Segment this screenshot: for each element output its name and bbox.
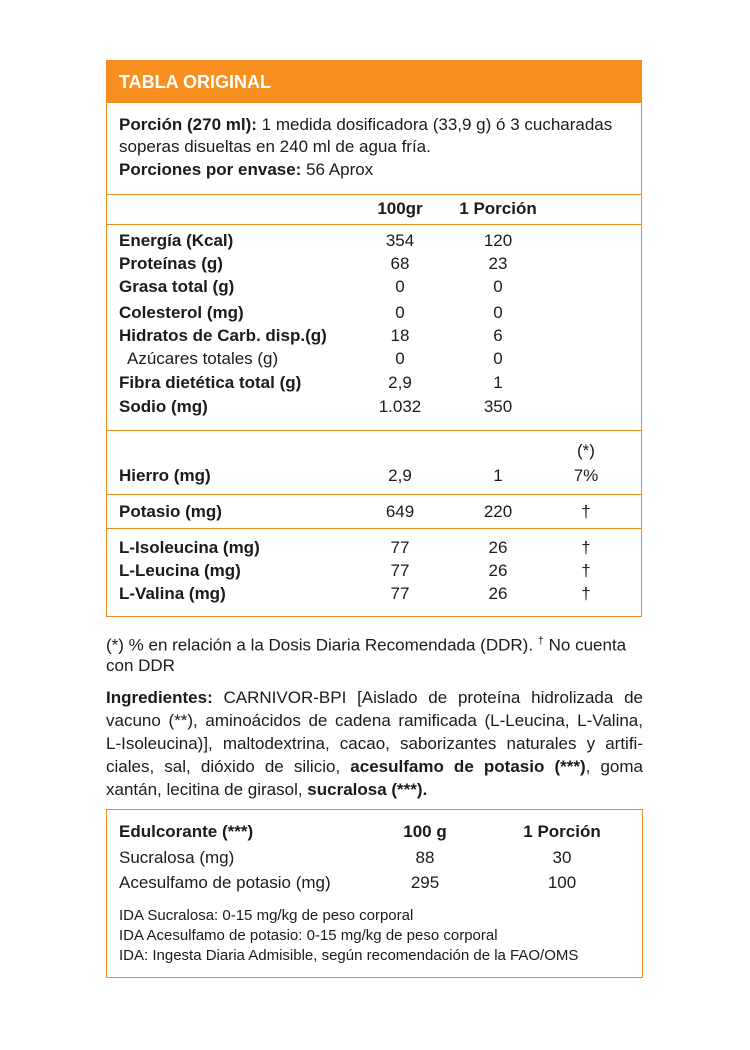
col-header-portion: 1 Porción (459, 199, 537, 218)
row-label: Proteínas (g) (119, 254, 223, 273)
potassium-value-portion: 220 (483, 502, 513, 521)
ingredients-bold: acesulfamo de potasio (***) (350, 757, 586, 776)
row-value-portion: 23 (488, 254, 508, 273)
sweetener-col-portion: 1 Porción (523, 822, 601, 841)
divider (107, 194, 641, 195)
ingredients-label: Ingredientes: (106, 688, 213, 707)
amino-label: L-Isoleucina (mg) (119, 538, 260, 557)
sweetener-row-value-portion: 30 (552, 848, 572, 867)
sweetener-row-label: Sucralosa (mg) (119, 848, 235, 867)
servings-value: 56 Aprox (306, 160, 374, 179)
sweetener-row-value-portion: 100 (547, 873, 577, 892)
iron-value-100: 2,9 (388, 466, 412, 485)
sweetener-row-value-100: 295 (410, 873, 440, 892)
row-value-100: 18 (390, 326, 410, 345)
divider (107, 528, 641, 529)
sweetener-row-label: Acesulfamo de potasio (mg) (119, 873, 331, 892)
row-value-portion: 0 (493, 349, 503, 368)
row-value-100: 0 (395, 349, 405, 368)
portion-line (119, 115, 612, 135)
row-value-portion: 0 (493, 277, 503, 296)
table-header (107, 61, 641, 103)
ida-acesulfame: IDA Acesulfamo de potasio: 0-15 mg/kg de peso corporal (119, 927, 498, 944)
ingredients-text: xantán, lecitina de girasol, (106, 780, 308, 799)
iron-value-portion: 1 (493, 466, 503, 485)
footnote-line-2: con DDR (106, 656, 175, 675)
row-label: Hidratos de Carb. disp.(g) (119, 326, 327, 345)
nutrition-table (106, 60, 642, 617)
ingredients-line: L-Isoleucina)], maltodextrina, cacao, saborizantes naturales y artifi- (106, 734, 643, 753)
dagger-symbol: † (537, 635, 544, 647)
sweetener-row-value-100: 88 (415, 848, 435, 867)
row-value-100: 2,9 (388, 373, 412, 392)
row-value-100: 354 (385, 231, 415, 250)
servings-label: Porciones por envase: (119, 160, 302, 179)
servings-line (119, 160, 373, 180)
row-value-portion: 350 (483, 397, 513, 416)
ingredients-line (106, 686, 643, 709)
amino-ddr: † (581, 584, 591, 603)
sweetener-header: Edulcorante (***) (119, 822, 254, 841)
amino-ddr: † (581, 561, 591, 580)
ingredients-line (106, 778, 643, 801)
potassium-value-100: 649 (385, 502, 415, 521)
row-value-100: 1.032 (378, 397, 422, 416)
portion-label: Porción (270 ml): (119, 115, 257, 134)
ingredients-bold: sucralosa (***). (307, 780, 428, 799)
row-label-sub: Azúcares totales (g) (127, 349, 279, 368)
divider (107, 494, 641, 495)
ingredients-text: CARNIVOR-BPI [Aislado de proteína hidrolizada de (212, 688, 643, 707)
amino-value-portion: 26 (488, 538, 508, 557)
potassium-label: Potasio (mg) (119, 502, 222, 521)
row-value-portion: 6 (493, 326, 503, 345)
ddr-header: (*) (577, 441, 595, 460)
footnote-text: (*) % en relación a la Dosis Diaria Recomendada (DDR). (106, 635, 538, 655)
footnote-line-1 (106, 630, 626, 657)
amino-value-100: 77 (390, 538, 410, 557)
col-header-100: 100gr (377, 199, 423, 218)
row-value-portion: 120 (483, 231, 513, 250)
amino-value-100: 77 (390, 561, 410, 580)
amino-label: L-Valina (mg) (119, 584, 226, 603)
portion-text-2: soperas disueltas en 240 ml de agua fría. (119, 137, 431, 156)
iron-ddr: 7% (573, 466, 599, 485)
sweetener-table (106, 809, 643, 978)
sweetener-col-100: 100 g (403, 822, 447, 841)
amino-label: L-Leucina (mg) (119, 561, 241, 580)
amino-value-portion: 26 (488, 561, 508, 580)
ida-definition: IDA: Ingesta Diaria Admisible, según recomendación de la FAO/OMS (119, 947, 579, 964)
row-value-100: 0 (395, 277, 405, 296)
row-value-100: 68 (390, 254, 410, 273)
row-label: Colesterol (mg) (119, 303, 244, 322)
divider (107, 430, 641, 431)
ingredients-text: ciales, sal, dióxido de silicio, (106, 757, 351, 776)
amino-value-100: 77 (390, 584, 410, 603)
footnote-text-end: No cuenta (543, 635, 627, 655)
row-value-portion: 1 (493, 373, 503, 392)
portion-text: 1 medida dosificadora (33,9 g) ó 3 cucharadas (261, 115, 613, 134)
row-label: Fibra dietética total (g) (119, 373, 302, 392)
table-title: TABLA ORIGINAL (119, 72, 271, 92)
row-value-portion: 0 (493, 303, 503, 322)
ingredients-line: vacuno (**), aminoácidos de cadena ramificada (L-Leucina, L-Valina, (106, 711, 643, 730)
row-label: Grasa total (g) (119, 277, 235, 296)
ingredients-block (106, 686, 643, 801)
amino-value-portion: 26 (488, 584, 508, 603)
ingredients-text: , goma (585, 757, 643, 776)
row-label: Sodio (mg) (119, 397, 208, 416)
amino-ddr: † (581, 538, 591, 557)
ida-sucralose: IDA Sucralosa: 0-15 mg/kg de peso corporal (119, 907, 414, 924)
ingredients-line (106, 755, 643, 778)
iron-label: Hierro (mg) (119, 466, 211, 485)
row-value-100: 0 (395, 303, 405, 322)
divider (107, 224, 641, 225)
row-label: Energía (Kcal) (119, 231, 234, 250)
potassium-ddr: † (581, 502, 591, 521)
